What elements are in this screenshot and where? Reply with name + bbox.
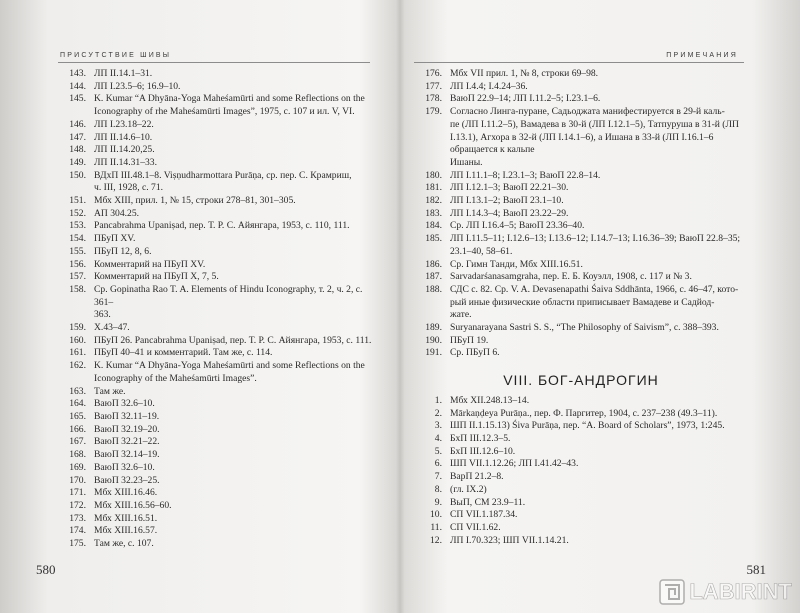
note-text: Комментарий на ПБуП X, 7, 5. [94,271,219,283]
note-entry [58,233,376,246]
right-page [402,0,800,613]
note-entry [414,182,748,195]
note-number: 169. [69,461,86,473]
note-number: 12. [430,534,442,546]
note-number: 172. [69,499,86,511]
note-entry [58,500,376,513]
note-entry [58,487,376,500]
note-number: 143. [69,68,86,79]
note-text: ВарП 21.2–8. [450,471,504,483]
note-text: Мбх VII прил. 1, № 8, строки 69–98. [450,68,599,79]
note-number: 174. [69,525,86,537]
note-entry [58,284,376,322]
note-entry [58,68,376,81]
note-entry [414,497,748,510]
note-text: ЛП I.23.5–6; 16.9–10. [94,80,181,92]
note-entry [58,462,376,475]
note-number: 161. [69,347,86,359]
note-text: ВаюП 32.19–20. [94,423,160,435]
note-number: 9. [434,496,442,508]
note-entry [414,335,748,348]
note-entry [414,420,748,433]
note-number: 185. [425,233,442,245]
note-entry [58,220,376,233]
note-entry [414,471,748,484]
note-text: ЛП II.14.6–10. [94,131,153,143]
note-text: ЛП I.4.4; I.4.24–36. [450,80,528,92]
note-text: Мбх XII.248.13–14. [450,394,530,406]
note-entry [414,284,748,322]
note-number: 177. [425,80,442,92]
note-number: 149. [69,156,86,168]
note-text: СП VII.1.187.34. [450,509,518,521]
labyrinth-logo-icon [659,579,685,605]
note-text: ВаюП 22.9–14; ЛП I.11.2–5; I.23.1–6. [450,93,601,105]
note-entry [58,259,376,272]
note-text: ПБуП 40–41 и комментарий. Там же, с. 114. [94,347,273,359]
note-number: 5. [434,445,442,457]
header-rule [414,62,744,63]
note-number: 156. [69,258,86,270]
note-text: Мбх XIII, прил. 1, № 15, строки 278–81, 301–305. [94,195,296,207]
note-text: Sarvadarśanasamgraha, пер. Е. Б. Коуэлл, 1908, с. 117 и № 3. [450,271,692,283]
note-number: 173. [69,512,86,524]
note-number: 191. [425,347,442,359]
note-entry [58,144,376,157]
note-number: 4. [434,432,442,444]
note-text: ЛП I.11.1–8; I.23.1–3; ВаюП 22.8–14. [450,169,601,181]
note-entry [58,246,376,259]
note-text: ЛП II.14.20,25. [94,144,155,156]
note-text: ЛП I.23.18–22. [94,118,154,130]
note-entry [58,170,376,195]
note-number: 8. [434,483,442,495]
note-text: Pancabrahma Upaniṣad, пер. Т. Р. С. Айянгара, 1953, с. 110, 111. [94,220,350,232]
note-entry [58,195,376,208]
note-text: ВаюП 32.11–19. [94,410,160,422]
note-text: БхП III.12.6–10. [450,445,516,457]
running-head: ПРИМЕЧАНИЯ [666,52,738,59]
note-text: Ср. ЛП I.16.4–5; ВаюП 23.36–40. [450,220,585,232]
note-number: 158. [69,283,86,295]
note-text: ЛП I.11.5–11; I.12.6–13; I.13.6–12; I.14.7–13; I.16.36–39; ВаюП 22.8–35; 23.1–40, 58–61. [450,233,741,257]
note-number: 167. [69,436,86,448]
note-number: 10. [430,509,442,521]
note-entry [58,93,376,118]
note-text: ВаюП 32.6–10. [94,461,155,473]
note-entry [58,335,376,348]
note-entry [414,208,748,221]
note-text: ПБуП 26. Pancabrahma Upaniṣad, пер. Т. Р. С. Айянгара, 1953, с. 111. [94,334,372,346]
note-text: ЛП I.13.1–2; ВаюП 23.1–10. [450,195,564,207]
note-text: Согласно Линга-пуране, Садьоджата манифестируется в 29-й каль- пе (ЛП I.11.2–5), Вамадева в 30-й (ЛП I.12.1–5), Татпуруша в 31-й (ЛП I.13.1), Агхора в 32-й (ЛП I.14.1–6), а Ишана в 33-й (ЛП I.16.1–6 обращается к кальпе Ишаны. [450,106,739,168]
note-number: 154. [69,233,86,245]
note-text: ВаюП 32.6–10. [94,398,155,410]
note-entry [414,522,748,535]
note-number: 166. [69,423,86,435]
note-text: СДС с. 82. Ср. V. A. Devasenapathi Śaiva Sddhānta, 1966, с. 46–47, кото- рый иные физические области приписывает Вамадеве и Садйод- жате. [450,283,739,321]
note-number: 164. [69,398,86,410]
note-number: 152. [69,207,86,219]
note-entry [414,347,748,360]
note-entry [58,538,376,551]
notes-list [58,68,376,551]
note-text: ЛП I.14.3–4; ВаюП 23.22–29. [450,207,569,219]
note-number: 183. [425,207,442,219]
note-entry [58,119,376,132]
note-entry [414,68,748,81]
note-text: ЛП I.12.1–3; ВаюП 22.21–30. [450,182,569,194]
note-text: БхП III.12.3–5. [450,432,511,444]
notes-column [414,68,748,547]
note-entry [58,322,376,335]
header-rule [58,62,370,63]
note-number: 3. [434,420,442,432]
note-entry [58,81,376,94]
note-entry [58,449,376,462]
note-number: 163. [69,385,86,397]
note-text: Мбх XIII.16.57. [94,525,158,537]
note-entry [414,433,748,446]
note-number: 176. [425,68,442,79]
note-text: ВаюП 32.14–19. [94,449,160,461]
note-entry [58,386,376,399]
note-number: 184. [425,220,442,232]
note-entry [414,408,748,421]
note-text: ШП II.1.15.13) Śiva Purāṇa, пер. “A. Board of Scholars”, 1973, 1:245. [450,420,725,432]
note-entry [58,132,376,145]
note-entry [414,81,748,94]
note-text: Suryanarayana Sastri S. S., “The Philosophy of Saivism”, с. 388–393. [450,322,719,334]
note-entry [414,106,748,170]
note-entry [58,424,376,437]
note-number: 189. [425,322,442,334]
note-entry [414,446,748,459]
note-number: 2. [434,407,442,419]
running-head: ПРИСУТСТВИЕ ШИВЫ [60,52,172,59]
note-number: 180. [425,169,442,181]
note-number: 170. [69,474,86,486]
note-entry [58,436,376,449]
note-text: Там же. [94,385,126,397]
note-text: АП 304.25. [94,207,140,219]
watermark [659,579,792,605]
note-text: (гл. IX.2) [450,483,487,495]
note-number: 7. [434,471,442,483]
note-entry [414,458,748,471]
note-entry [414,322,748,335]
note-number: 175. [69,538,86,550]
note-text: ЛП I.70.323; ШП VII.1.14.21. [450,534,569,546]
note-number: 144. [69,80,86,92]
note-text: ЛП II.14.31–33. [94,156,157,168]
note-number: 171. [69,487,86,499]
note-number: 11. [430,521,442,533]
page-number: 580 [36,562,56,577]
note-text: ВыП, СМ 23.9–11. [450,496,526,508]
note-entry [414,271,748,284]
note-number: 145. [69,93,86,105]
note-entry [58,347,376,360]
note-number: 162. [69,360,86,372]
note-number: 157. [69,271,86,283]
note-number: 160. [69,334,86,346]
note-text: K. Kumar “A Dhyāna-Yoga Maheśamūrti and some Reflections on the Iconography of the Maheśamūrti Images”. [94,360,365,384]
section-notes-list [414,395,748,547]
note-text: ПБуП 12, 8, 6. [94,245,152,257]
note-entry [58,525,376,538]
note-entry [414,93,748,106]
note-entry [414,233,748,258]
note-entry [58,271,376,284]
note-text: ВДхП III.48.1–8. Viṣṇudharmottara Purāṇa, ср. пер. С. Крамриш, ч. III, 1928, с. 71. [94,169,352,194]
note-number: 146. [69,118,86,130]
note-number: 165. [69,410,86,422]
note-text: Мбх XIII.16.56–60. [94,499,172,511]
note-entry [58,475,376,488]
note-text: Мбх XIII.16.51. [94,512,158,524]
note-text: ВаюП 32.23–25. [94,474,160,486]
note-number: 186. [425,258,442,270]
note-entry [414,395,748,408]
note-entry [414,170,748,183]
notes-list [414,68,748,360]
note-number: 153. [69,220,86,232]
note-text: Ср. Гимн Танди, Мбх XIII.16.51. [450,258,583,270]
note-number: 168. [69,449,86,461]
note-text: ПБуП 19. [450,334,489,346]
note-entry [414,509,748,522]
section-title: VIII. БОГ-АНДРОГИН [503,372,659,389]
note-entry [58,157,376,170]
note-entry [414,484,748,497]
note-number: 155. [69,245,86,257]
note-number: 1. [434,394,442,406]
note-entry [58,398,376,411]
note-number: 147. [69,131,86,143]
note-text: Мбх XIII.16.46. [94,487,158,499]
note-entry [58,411,376,424]
note-entry [414,220,748,233]
note-text: Х.43–47. [94,322,130,334]
note-text: Ср. Gopinatha Rao T. A. Elements of Hindu Iconography, т. 2, ч. 2, с. 361– 363. [94,283,363,321]
note-text: Ср. ПБуП 6. [450,347,500,359]
watermark-text: LABIRINT [689,579,792,604]
note-text: СП VII.1.62. [450,521,501,533]
note-number: 179. [425,106,442,118]
note-number: 182. [425,195,442,207]
note-text: Комментарий на ПБуП XV. [94,258,206,270]
note-number: 178. [425,93,442,105]
note-number: 159. [69,322,86,334]
note-text: ЛП II.14.1–31. [94,68,153,79]
note-text: ПБуП XV. [94,233,136,245]
note-number: 187. [425,271,442,283]
note-text: K. Kumar “A Dhyāna-Yoga Maheśamūrti and some Reflections on the Iconography of rhe Maheśamūrti Images”, 1975, с. 107 и ил. V, VI. [94,93,365,118]
note-entry [58,513,376,526]
note-text: Там же, с. 107. [94,538,154,550]
note-text: ШП VII.1.12.26; ЛП I.41.42–43. [450,458,579,470]
note-text: Mārkaṇḍeya Purāṇa., пер. Ф. Паргитер, 1904, с. 237–238 (49.3–11). [450,407,718,419]
note-entry [58,208,376,221]
note-number: 181. [425,182,442,194]
note-entry [414,259,748,272]
note-number: 190. [425,334,442,346]
note-number: 150. [69,169,86,181]
note-entry [414,195,748,208]
note-number: 6. [434,458,442,470]
note-entry [58,360,376,385]
note-number: 148. [69,144,86,156]
note-text: ВаюП 32.21–22. [94,436,160,448]
note-entry [414,535,748,548]
page-number: 581 [746,562,766,577]
note-number: 188. [425,283,442,295]
note-number: 151. [69,195,86,207]
